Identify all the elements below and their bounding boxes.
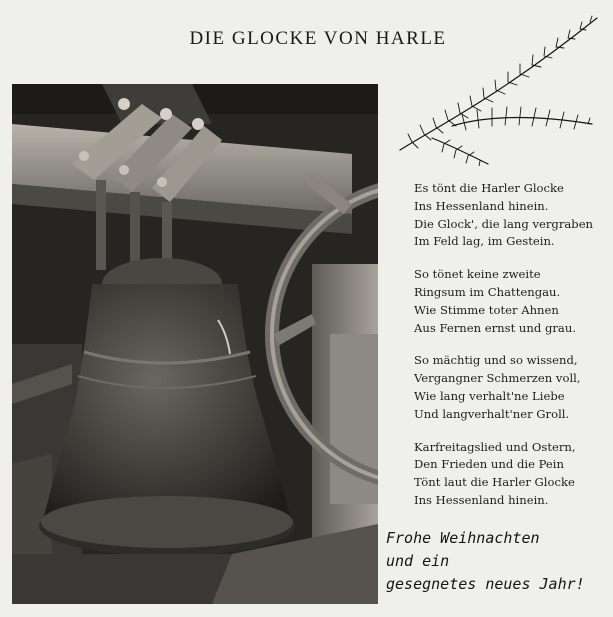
poem-line: Aus Fernen ernst und grau. [414, 320, 577, 335]
poem-line: Die Glock', die lang vergraben [414, 216, 594, 231]
poem-line: Karfreitagslied und Ostern, [414, 439, 576, 454]
poem-stanza [414, 439, 609, 510]
poem-line: So mächtig und so wissend, [414, 353, 578, 368]
fir-branch-decoration [392, 14, 604, 166]
handwritten-greeting [386, 527, 611, 596]
greeting-line: und ein [386, 552, 450, 570]
poem-line: So tönet keine zweite [414, 267, 541, 282]
bell-photo [12, 84, 378, 604]
page-title: DIE GLOCKE VON HARLE [189, 28, 447, 49]
poem-line: Den Frieden und die Pein [414, 457, 564, 472]
poem [414, 180, 609, 525]
greeting-line: Frohe Weihnachten [386, 529, 540, 547]
poem-line: Ins Hessenland hinein. [414, 492, 549, 507]
poem-line: Wie Stimme toter Ahnen [414, 302, 559, 317]
poem-line: Vergangner Schmerzen voll, [414, 371, 581, 386]
poem-line: Es tönt die Harler Glocke [414, 181, 564, 195]
poem-line: Im Feld lag, im Gestein. [414, 234, 555, 249]
poem-line: Ringsum im Chattengau. [414, 284, 561, 299]
church-bell-photo-icon [12, 84, 378, 604]
poem-line: Und langverhalt'ner Groll. [414, 406, 570, 421]
poem-line: Tönt laut die Harler Glocke [414, 475, 575, 490]
poem-stanza [414, 266, 609, 337]
poem-stanza [414, 180, 609, 251]
greeting-line: gesegnetes neues Jahr! [386, 575, 585, 593]
poem-line: Wie lang verhalt'ne Liebe [414, 388, 565, 403]
poem-line: Ins Hessenland hinein. [414, 198, 549, 213]
poem-stanza [414, 352, 609, 423]
fir-branch-icon [392, 14, 604, 166]
